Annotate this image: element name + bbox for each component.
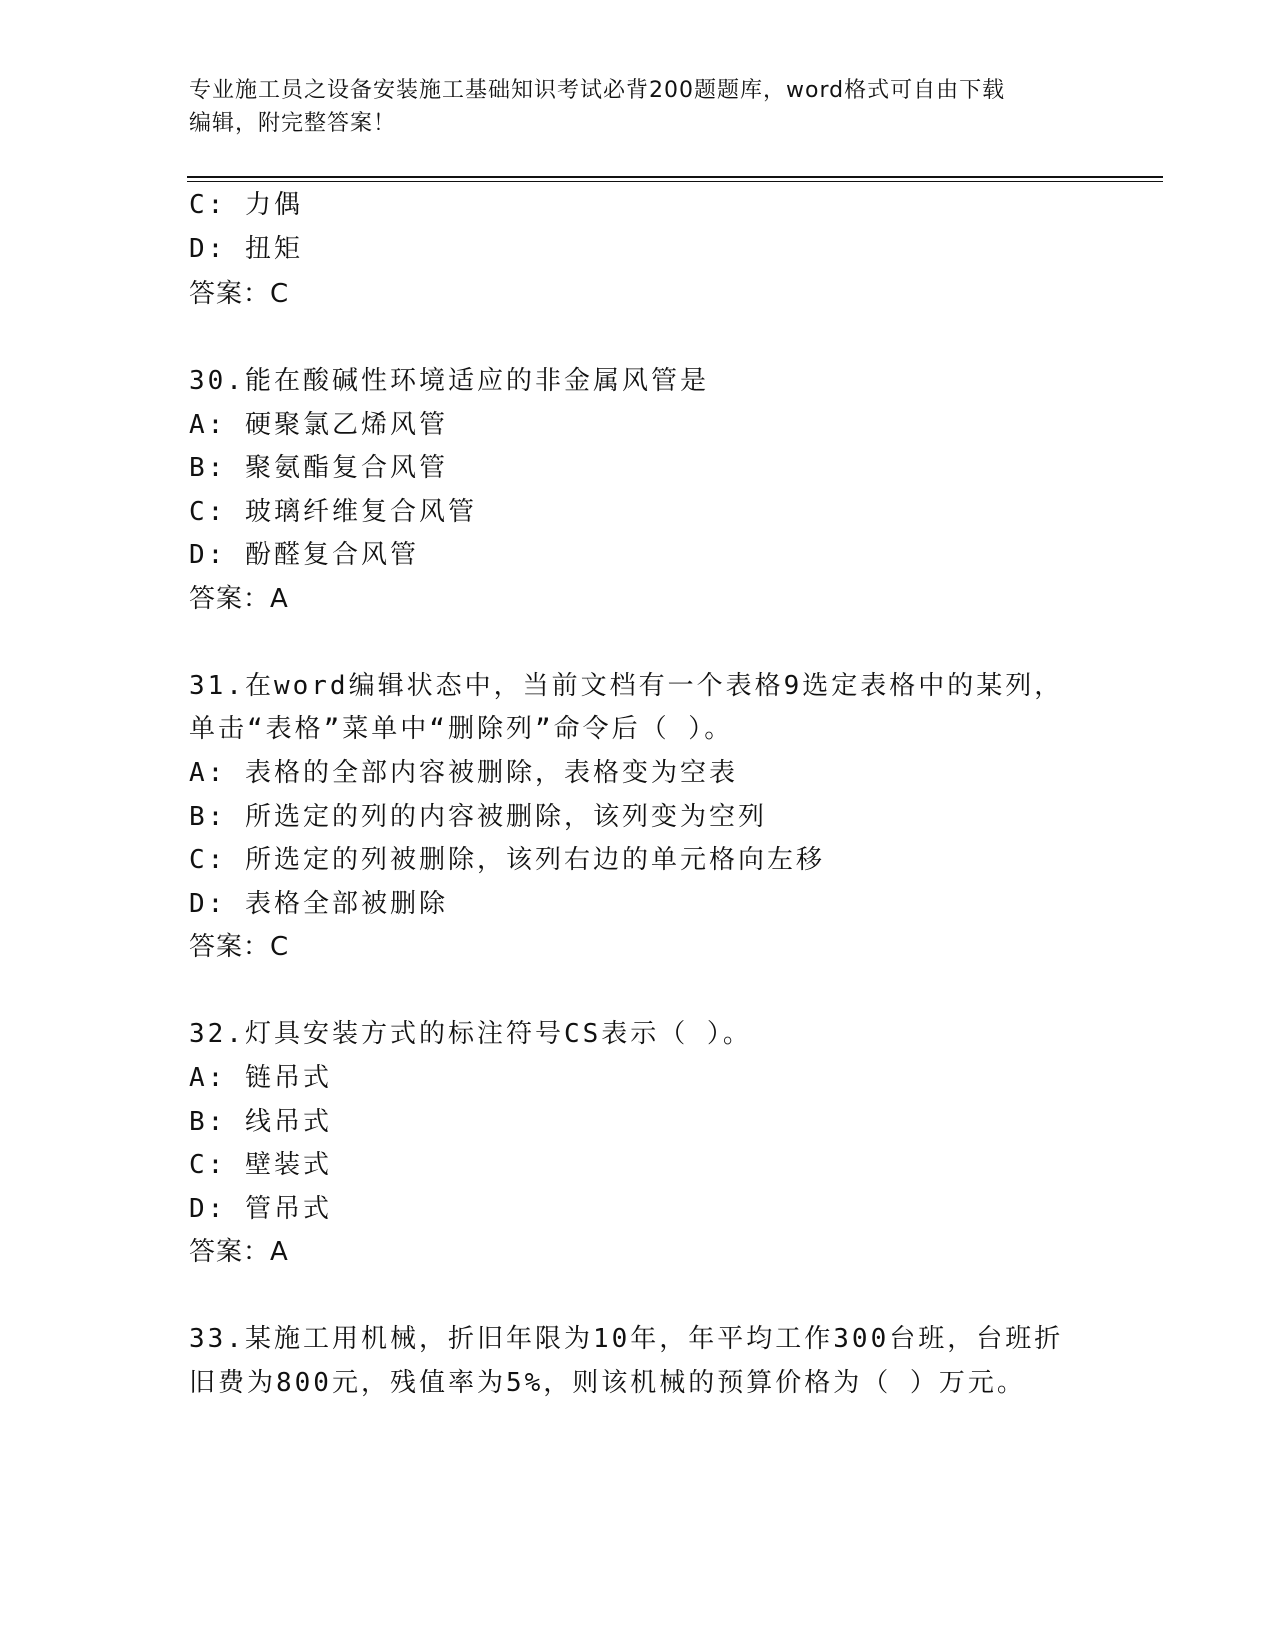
header-divider-thick [187, 176, 1163, 178]
header-title-line-1: 专业施工员之设备安装施工基础知识考试必背200题题库，word格式可自由下载 [189, 78, 1006, 103]
q29-option-d: D: 扭矩 [189, 234, 303, 264]
q30-stem: 30.能在酸碱性环境适应的非金属风管是 [189, 366, 709, 396]
q32-stem: 32.灯具安装方式的标注符号CS表示（ ）。 [189, 1019, 752, 1049]
q30-option-b: B: 聚氨酯复合风管 [189, 453, 448, 483]
q32-option-b: B: 线吊式 [189, 1107, 332, 1137]
q31-option-c: C: 所选定的列被删除，该列右边的单元格向左移 [189, 845, 825, 875]
q30-answer: 答案：A [189, 584, 289, 614]
q31-answer: 答案：C [189, 932, 290, 962]
q29-option-c: C: 力偶 [189, 190, 303, 220]
q32-option-c: C: 壁装式 [189, 1150, 332, 1180]
q31-option-d: D: 表格全部被删除 [189, 889, 448, 919]
q31-stem-line-2: 单击“表格”菜单中“删除列”命令后（ ）。 [189, 714, 734, 744]
q29-answer: 答案：C [189, 279, 290, 309]
document-header [189, 74, 1069, 140]
q32-option-d: D: 管吊式 [189, 1194, 332, 1224]
q31-option-a: A: 表格的全部内容被删除，表格变为空表 [189, 758, 738, 788]
q33-stem-line-2: 旧费为800元，残值率为5%，则该机械的预算价格为（ ）万元。 [189, 1368, 1026, 1398]
q33-stem-line-1: 33.某施工用机械，折旧年限为10年，年平均工作300台班，台班折 [189, 1324, 1064, 1354]
q30-option-c: C: 玻璃纤维复合风管 [189, 497, 477, 527]
q32-option-a: A: 链吊式 [189, 1063, 332, 1093]
header-divider-thin [187, 181, 1163, 182]
q31-stem-line-1: 31.在word编辑状态中，当前文档有一个表格9选定表格中的某列， [189, 671, 1064, 701]
q30-option-a: A: 硬聚氯乙烯风管 [189, 410, 448, 440]
q31-option-b: B: 所选定的列的内容被删除，该列变为空列 [189, 802, 767, 832]
q32-answer: 答案：A [189, 1237, 289, 1267]
q30-option-d: D: 酚醛复合风管 [189, 540, 419, 570]
header-title-line-2: 编辑，附完整答案！ [189, 111, 397, 136]
